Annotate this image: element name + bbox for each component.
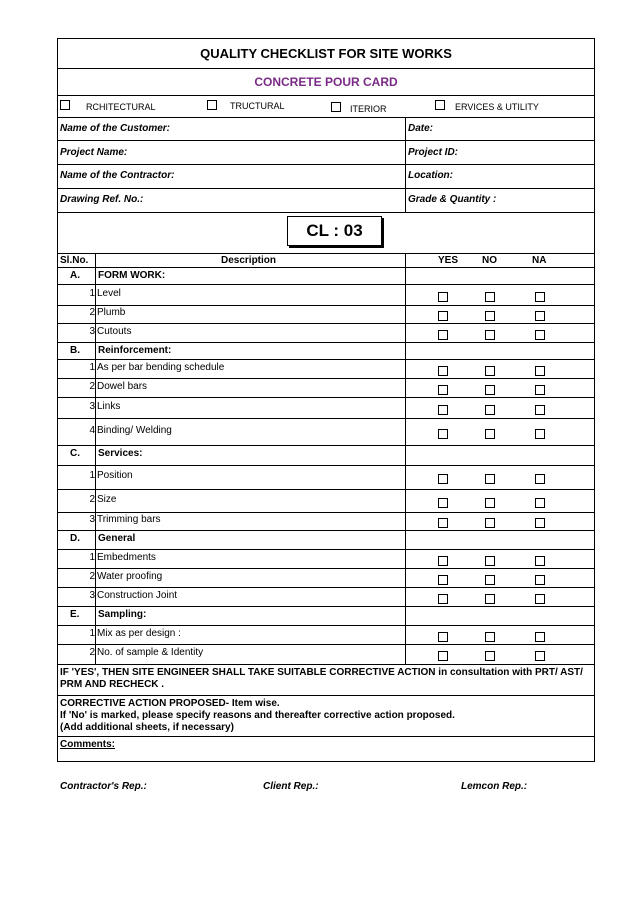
na-checkbox[interactable] [535,292,545,302]
corrective-title: CORRECTIVE ACTION PROPOSED- Item wise. [60,698,280,709]
no-checkbox[interactable] [485,518,495,528]
yes-checkbox[interactable] [438,311,448,321]
na-checkbox[interactable] [535,429,545,439]
grade-quantity-field: Grade & Quantity : [408,194,497,205]
divider [58,140,594,141]
yes-checkbox[interactable] [438,405,448,415]
item-number: 1 [89,552,95,563]
divider [58,323,594,324]
yes-checkbox[interactable] [438,556,448,566]
no-checkbox[interactable] [485,385,495,395]
no-checkbox[interactable] [485,651,495,661]
yes-checkbox[interactable] [438,651,448,661]
item-number: 1 [89,628,95,639]
divider [58,253,594,254]
item-description: Embedments [97,552,156,563]
corrective-note: (Add additional sheets, if necessary) [60,722,234,733]
divider [58,664,594,665]
divider [58,284,594,285]
date-field: Date: [408,123,434,134]
section-title: General [98,533,136,544]
section-letter: B. [70,345,80,356]
project-id-field: Project ID: [408,147,459,158]
na-checkbox[interactable] [535,518,545,528]
na-checkbox[interactable] [535,575,545,585]
column-divider [405,253,406,664]
section-title: FORM WORK: [98,270,166,281]
no-checkbox[interactable] [485,594,495,604]
item-description: Water proofing [97,571,163,582]
na-checkbox[interactable] [535,498,545,508]
item-number: 3 [89,514,95,525]
slno-header: Sl.No. [60,255,89,266]
category-label-interior: ITERIOR [350,104,387,114]
divider [58,549,594,550]
no-checkbox[interactable] [485,498,495,508]
yes-checkbox[interactable] [438,575,448,585]
na-checkbox[interactable] [535,330,545,340]
section-title: Sampling: [98,609,147,620]
item-number: 3 [89,590,95,601]
column-divider [95,253,96,664]
divider [58,397,594,398]
checklist-code: CL : 03 [287,216,382,246]
no-checkbox[interactable] [485,556,495,566]
item-number: 2 [89,494,95,505]
architectural-checkbox[interactable] [60,100,70,110]
no-header: NO [482,255,497,266]
description-header: Description [221,255,277,266]
location-field: Location: [408,170,453,181]
divider [58,164,594,165]
item-description: Dowel bars [97,381,148,392]
yes-checkbox[interactable] [438,330,448,340]
item-number: 3 [89,326,95,337]
divider [58,606,594,607]
yes-checkbox[interactable] [438,498,448,508]
na-checkbox[interactable] [535,556,545,566]
divider [58,117,594,118]
category-label-architectural: RCHITECTURAL [86,102,156,112]
divider [58,587,594,588]
item-number: 1 [89,470,95,481]
na-checkbox[interactable] [535,594,545,604]
divider [58,305,594,306]
divider [58,568,594,569]
divider [58,465,594,466]
item-description: Position [97,470,133,481]
item-number: 2 [89,381,95,392]
section-title: Reinforcement: [98,345,172,356]
yes-checkbox[interactable] [438,632,448,642]
customer-field: Name of the Customer: [60,123,171,134]
corrective-instruction: If 'No' is marked, please specify reasons and thereafter corrective action proposed. [60,710,455,721]
na-checkbox[interactable] [535,311,545,321]
category-label-structural: TRUCTURAL [230,101,285,111]
divider [58,359,594,360]
item-description: Trimming bars [97,514,161,525]
section-letter: A. [70,270,80,281]
form-subtitle: CONCRETE POUR CARD [254,75,398,89]
yes-instruction: IF 'YES', THEN SITE ENGINEER SHALL TAKE SUITABLE CORRECTIVE ACTION in consultation with PRT/ AST/ PRM AND RECHECK . [60,667,583,690]
yes-checkbox[interactable] [438,385,448,395]
divider [58,418,594,419]
divider [58,445,594,446]
item-number: 1 [89,362,95,373]
yes-checkbox[interactable] [438,474,448,484]
divider [58,512,594,513]
divider [58,625,594,626]
form-title: QUALITY CHECKLIST FOR SITE WORKS [200,46,452,61]
na-checkbox[interactable] [535,474,545,484]
divider [58,95,594,96]
item-number: 1 [89,288,95,299]
no-checkbox[interactable] [485,330,495,340]
item-description: Plumb [97,307,126,318]
services-checkbox[interactable] [435,100,445,110]
project-name-field: Project Name: [60,147,128,158]
checklist-form [57,38,595,762]
no-checkbox[interactable] [485,311,495,321]
interior-checkbox[interactable] [331,102,341,112]
divider [58,378,594,379]
yes-checkbox[interactable] [438,429,448,439]
drawing-ref-field: Drawing Ref. No.: [60,194,144,205]
item-description: Links [97,401,121,412]
item-description: Size [97,494,117,505]
item-description: No. of sample & Identity [97,647,204,658]
section-letter: E. [70,609,80,620]
comments-label: Comments: [60,739,116,750]
no-checkbox[interactable] [485,429,495,439]
na-header: NA [532,255,547,266]
divider [58,736,594,737]
item-description: As per bar bending schedule [97,362,225,373]
category-label-services: ERVICES & UTILITY [455,102,539,112]
client-signature-label: Client Rep.: [263,781,319,792]
section-letter: D. [70,533,80,544]
item-description: Binding/ Welding [97,425,172,436]
item-number: 2 [89,647,95,658]
item-number: 3 [89,401,95,412]
divider [58,342,594,343]
divider [58,489,594,490]
info-divider [405,117,406,213]
contractor-signature-label: Contractor's Rep.: [60,781,147,792]
item-description: Construction Joint [97,590,178,601]
na-checkbox[interactable] [535,651,545,661]
no-checkbox[interactable] [485,632,495,642]
na-checkbox[interactable] [535,385,545,395]
item-number: 2 [89,571,95,582]
no-checkbox[interactable] [485,575,495,585]
na-checkbox[interactable] [535,632,545,642]
item-description: Level [97,288,121,299]
item-number: 4 [89,425,95,436]
item-number: 2 [89,307,95,318]
yes-checkbox[interactable] [438,594,448,604]
section-title: Services: [98,448,143,459]
no-checkbox[interactable] [485,474,495,484]
contractor-field: Name of the Contractor: [60,170,175,181]
structural-checkbox[interactable] [207,100,217,110]
divider [58,68,594,69]
divider [58,644,594,645]
divider [58,530,594,531]
na-checkbox[interactable] [535,366,545,376]
divider [58,212,594,213]
section-letter: C. [70,448,80,459]
divider [58,267,594,268]
item-description: Mix as per design : [97,628,181,639]
yes-checkbox[interactable] [438,366,448,376]
no-checkbox[interactable] [485,405,495,415]
yes-checkbox[interactable] [438,518,448,528]
no-checkbox[interactable] [485,366,495,376]
item-description: Cutouts [97,326,132,337]
yes-header: YES [438,255,459,266]
divider [58,695,594,696]
divider [58,188,594,189]
no-checkbox[interactable] [485,292,495,302]
yes-checkbox[interactable] [438,292,448,302]
lemcon-signature-label: Lemcon Rep.: [461,781,528,792]
na-checkbox[interactable] [535,405,545,415]
